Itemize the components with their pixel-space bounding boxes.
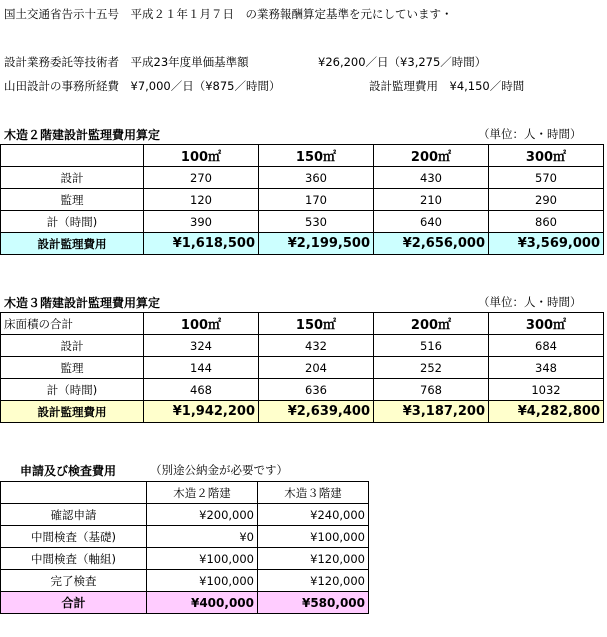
table-cell: 768	[374, 379, 489, 401]
table-cell: 210	[374, 189, 489, 211]
fees-corner	[1, 482, 147, 504]
table-cell: 324	[144, 335, 259, 357]
fees-title: 申請及び検査費用	[20, 464, 117, 478]
table-cell: ¥100,000	[258, 526, 369, 548]
table-row	[1, 504, 369, 526]
fees-table	[0, 481, 369, 614]
table-cell: ¥100,000	[147, 548, 258, 570]
table-row	[1, 357, 604, 379]
table-cell: 348	[489, 357, 604, 379]
row-label: 計（時間)	[1, 211, 144, 233]
table3-header: 150㎡	[259, 313, 374, 335]
row-label: 設計	[1, 167, 144, 189]
table-cell: 468	[144, 379, 259, 401]
table3-header-row	[1, 313, 604, 335]
total-cell: ¥3,187,200	[374, 401, 489, 423]
table-row	[1, 167, 604, 189]
table2-header: 300㎡	[489, 145, 604, 167]
total-cell: ¥2,199,500	[259, 233, 374, 255]
table3-title: 木造３階建設計監理費用算定	[4, 296, 161, 310]
total-label: 合計	[1, 592, 147, 614]
table-row	[1, 570, 369, 592]
total-cell: ¥2,656,000	[374, 233, 489, 255]
table-cell: ¥120,000	[258, 570, 369, 592]
row-label: 監理	[1, 189, 144, 211]
table2-title: 木造２階建設計監理費用算定	[4, 128, 161, 142]
table-cell: 860	[489, 211, 604, 233]
table3	[0, 312, 604, 423]
total-cell: ¥580,000	[258, 592, 369, 614]
table-cell: ¥200,000	[147, 504, 258, 526]
fees-header: 木造３階建	[258, 482, 369, 504]
intro-line-1: 国土交通省告示十五号 平成２１年１月７日 の業務報酬算定基準を元にしています・	[4, 7, 453, 21]
table-cell: ¥0	[147, 526, 258, 548]
total-cell: ¥3,569,000	[489, 233, 604, 255]
table-cell: 570	[489, 167, 604, 189]
table-row	[1, 211, 604, 233]
table-cell: 204	[259, 357, 374, 379]
table2-header-row	[1, 145, 604, 167]
total-cell: ¥4,282,800	[489, 401, 604, 423]
row-label: 完了検査	[1, 570, 147, 592]
table3-unit: （単位：人・時間）	[478, 295, 582, 309]
table-row	[1, 189, 604, 211]
table-cell: 432	[259, 335, 374, 357]
total-cell: ¥2,639,400	[259, 401, 374, 423]
table-cell: 144	[144, 357, 259, 379]
total-cell: ¥400,000	[147, 592, 258, 614]
fees-header-row	[1, 482, 369, 504]
row-label: 計（時間)	[1, 379, 144, 401]
fees-note: （別途公納金が必要です）	[150, 463, 288, 477]
intro-line-3-label: 山田設計の事務所経費 ¥7,000／日（¥875／時間）	[4, 79, 281, 93]
table3-header: 300㎡	[489, 313, 604, 335]
table-cell: 640	[374, 211, 489, 233]
table-row	[1, 379, 604, 401]
table-cell: 120	[144, 189, 259, 211]
fees-header: 木造２階建	[147, 482, 258, 504]
table2-header: 150㎡	[259, 145, 374, 167]
table-cell: 290	[489, 189, 604, 211]
table-cell: 1032	[489, 379, 604, 401]
table3-corner: 床面積の合計	[1, 313, 144, 335]
row-label: 設計	[1, 335, 144, 357]
table-cell: 360	[259, 167, 374, 189]
intro-line-2-label: 設計業務委託等技術者 平成23年度単価基準額	[4, 55, 249, 69]
table-cell: 170	[259, 189, 374, 211]
table2	[0, 144, 604, 255]
fees-total-row	[1, 592, 369, 614]
total-cell: ¥1,618,500	[144, 233, 259, 255]
table-row	[1, 335, 604, 357]
table-cell: 530	[259, 211, 374, 233]
table-row	[1, 526, 369, 548]
table-cell: 684	[489, 335, 604, 357]
intro-line-3-value: 設計監理費用 ¥4,150／時間	[369, 79, 525, 93]
table-cell: 430	[374, 167, 489, 189]
table3-header: 200㎡	[374, 313, 489, 335]
table3-total-row	[1, 401, 604, 423]
table-cell: ¥240,000	[258, 504, 369, 526]
table-cell: ¥100,000	[147, 570, 258, 592]
total-label: 設計監理費用	[1, 401, 144, 423]
row-label: 確認申請	[1, 504, 147, 526]
row-label: 中間検査（基礎)	[1, 526, 147, 548]
table2-header: 100㎡	[144, 145, 259, 167]
table2-unit: （単位：人・時間）	[478, 127, 582, 141]
row-label: 監理	[1, 357, 144, 379]
table-cell: 252	[374, 357, 489, 379]
table-cell: 270	[144, 167, 259, 189]
table-cell: 516	[374, 335, 489, 357]
table-cell: ¥120,000	[258, 548, 369, 570]
table-cell: 636	[259, 379, 374, 401]
table2-header: 200㎡	[374, 145, 489, 167]
total-label: 設計監理費用	[1, 233, 144, 255]
table-row	[1, 548, 369, 570]
table2-total-row	[1, 233, 604, 255]
intro-line-2-value: ¥26,200／日（¥3,275／時間）	[318, 55, 487, 69]
table2-corner	[1, 145, 144, 167]
total-cell: ¥1,942,200	[144, 401, 259, 423]
row-label: 中間検査（軸組)	[1, 548, 147, 570]
table3-header: 100㎡	[144, 313, 259, 335]
table-cell: 390	[144, 211, 259, 233]
